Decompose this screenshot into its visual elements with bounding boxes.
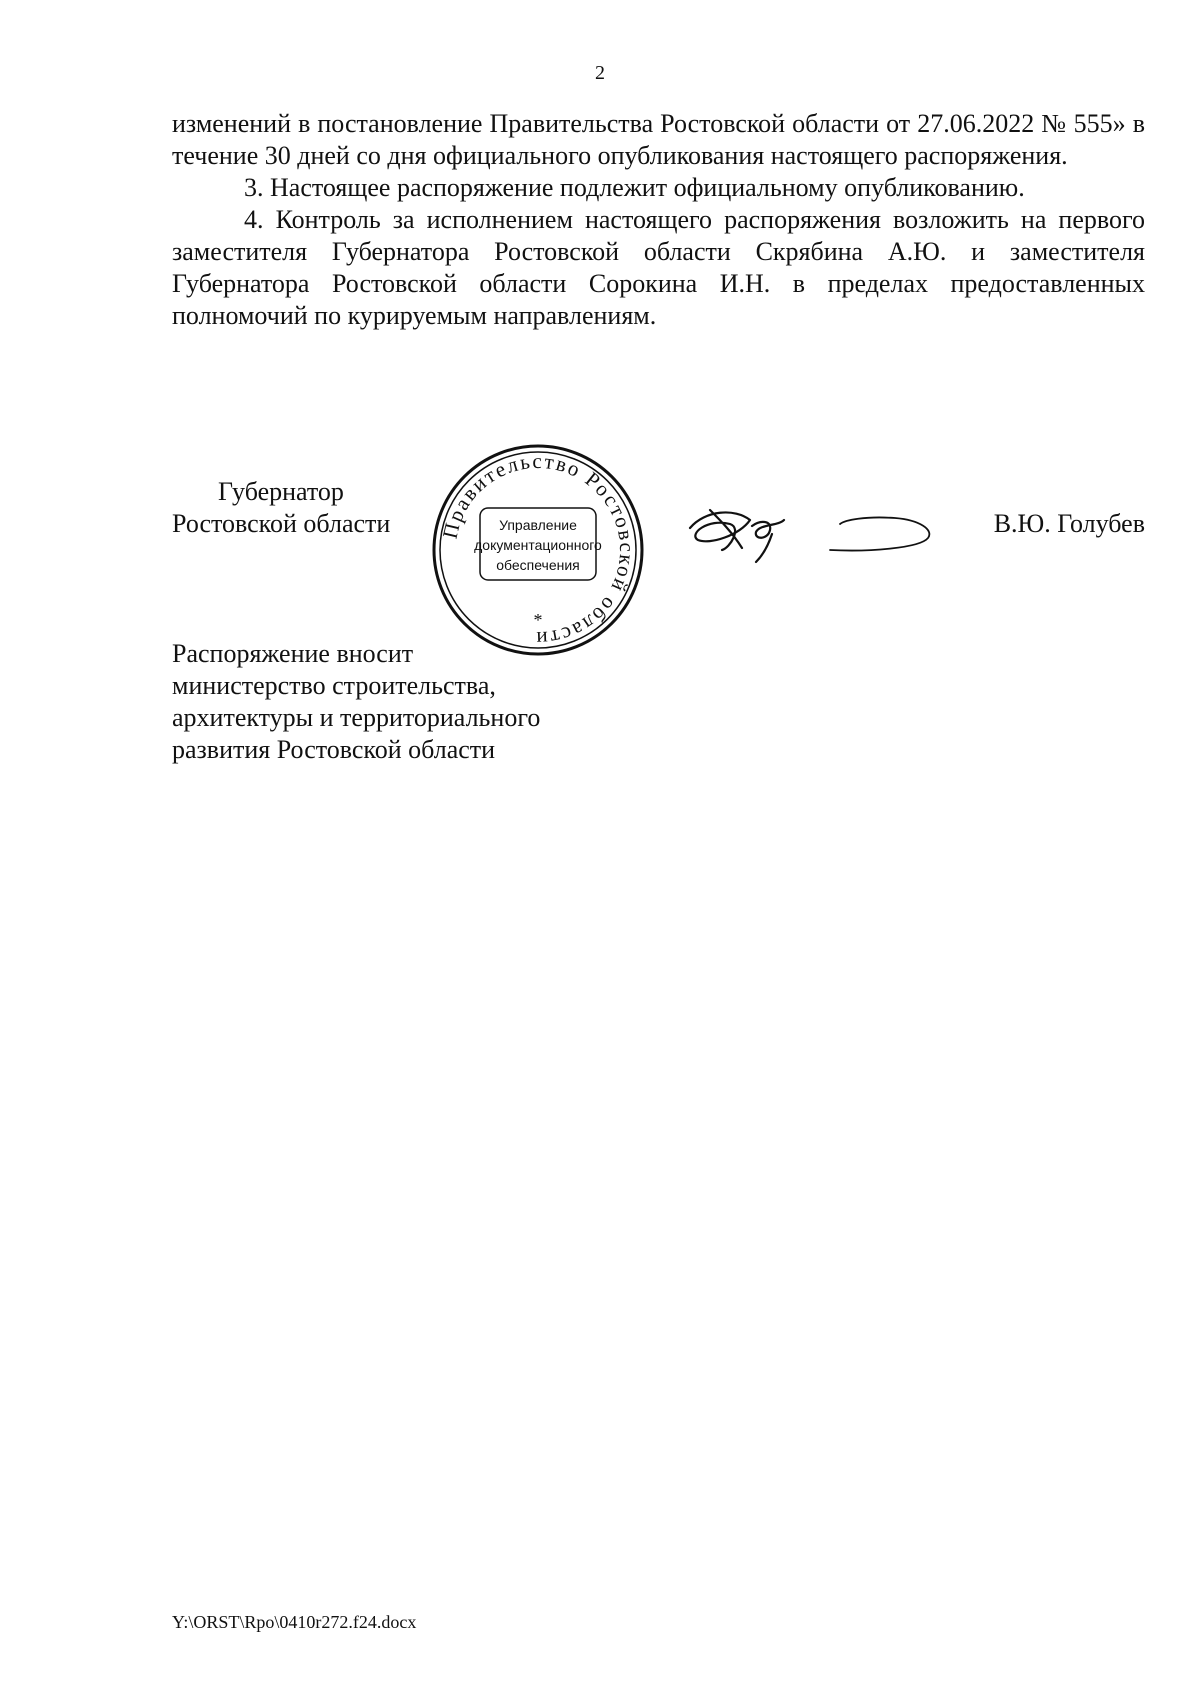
paragraph-item-3: 3. Настоящее распоряжение подлежит официальному опубликованию.: [244, 173, 1025, 202]
seal-outer-text: Правительство Ростовской области: [437, 448, 640, 652]
seal-inner-line-2: документационного: [474, 537, 602, 553]
seal-star: *: [533, 610, 543, 630]
document-body: [172, 108, 1145, 332]
submitter-line-2: министерство строительства,: [172, 671, 496, 700]
seal-inner-line-1: Управление: [499, 517, 577, 533]
paragraph-continuation: изменений в постановление Правительства Ростовской области от 27.06.2022 № 555» в течение 30 дней со дня официального опубликования настоящего распоряжения.: [172, 109, 1145, 170]
signer-name: В.Ю. Голубев: [993, 509, 1145, 538]
submitter-line-3: архитектуры и территориального: [172, 703, 541, 732]
seal-inner-line-3: обеспечения: [496, 557, 580, 573]
submitter-note: [172, 638, 540, 766]
file-path-footer: Y:\ORST\Rpo\0410r272.f24.docx: [172, 1612, 417, 1632]
page-number: 2: [595, 62, 605, 84]
signer-title-line-2: Ростовской области: [172, 509, 391, 538]
official-seal: [428, 440, 648, 660]
paragraph-item-4: 4. Контроль за исполнением настоящего распоряжения возложить на первого заместителя Губернатора Ростовской области Скрябина А.Ю. и заместителя Губернатора Ростовской области Сорокина И.Н. в пределах предоставленных полномочий по курируемым направлениям.: [172, 205, 1145, 330]
signature-glyphs: [690, 510, 784, 562]
submitter-line-4: развития Ростовской области: [172, 735, 496, 764]
signer-title-line-1: Губернатор: [218, 477, 344, 506]
signature-block: [0, 440, 1200, 670]
signer-title: [172, 476, 390, 540]
handwritten-signature: [680, 490, 940, 570]
signature-flourish: [830, 517, 929, 550]
submitter-line-1: Распоряжение вносит: [172, 639, 414, 668]
